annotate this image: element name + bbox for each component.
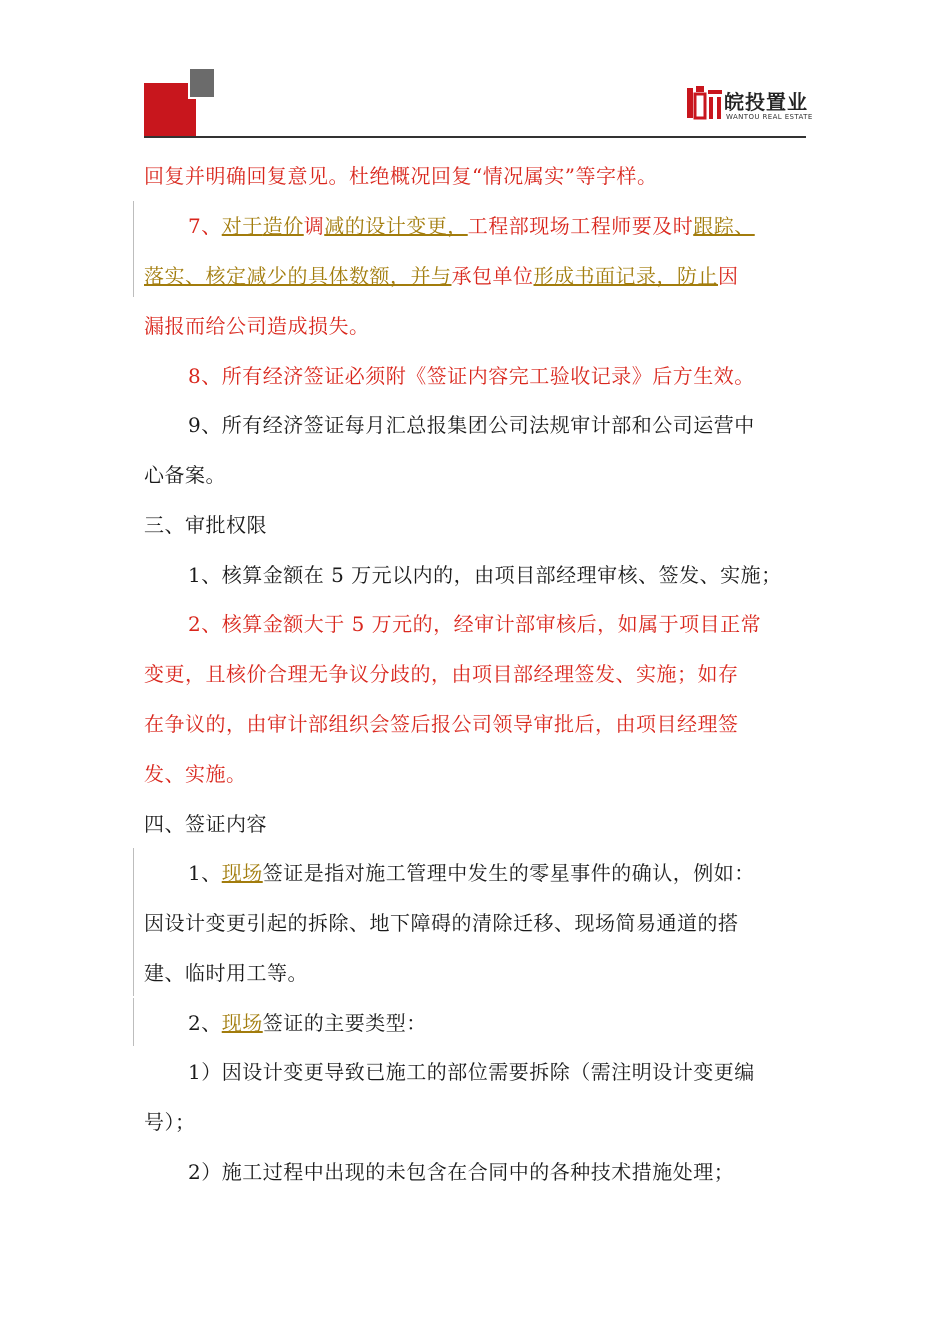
section-heading: 四、签证内容 xyxy=(144,812,267,836)
wantou-logo-icon xyxy=(686,84,724,124)
paragraph-line: 2、现场签证的主要类型： xyxy=(188,1011,427,1035)
change-bar xyxy=(133,848,134,996)
logo-subtitle: WANTOU REAL ESTATE xyxy=(726,113,813,121)
paragraph-line: 号）； xyxy=(144,1110,196,1134)
paragraph-line: 漏报而给公司造成损失。 xyxy=(144,314,370,338)
paragraph-line: 发、实施。 xyxy=(144,762,247,786)
company-logo xyxy=(686,84,822,128)
paragraph-line: 1）因设计变更导致已施工的部位需要拆除（需注明设计变更编 xyxy=(188,1060,755,1084)
paragraph-line: 9、所有经济签证每月汇总报集团公司法规审计部和公司运营中 xyxy=(188,413,755,437)
change-bar xyxy=(133,998,134,1046)
paragraph-line: 1、现场签证是指对施工管理中发生的零星事件的确认，例如： xyxy=(188,861,755,885)
paragraph-line: 2、核算金额大于 5 万元的，经审计部审核后，如属于项目正常 xyxy=(188,612,762,636)
paragraph-line: 变更，且核价合理无争议分歧的，由项目部经理签发、实施；如存 xyxy=(144,662,739,686)
section-heading: 三、审批权限 xyxy=(144,513,267,537)
paragraph-line: 在争议的，由审计部组织会签后报公司领导审批后，由项目经理签 xyxy=(144,712,739,736)
paragraph-line: 建、临时用工等。 xyxy=(144,961,308,985)
paragraph-line: 8、所有经济签证必须附《签证内容完工验收记录》后方生效。 xyxy=(188,364,755,388)
header-grey-square xyxy=(188,67,216,99)
paragraph-line: 因设计变更引起的拆除、地下障碍的清除迁移、现场简易通道的搭 xyxy=(144,911,739,935)
logo-name: 皖投置业 xyxy=(724,90,808,114)
paragraph-line: 2）施工过程中出现的未包含在合同中的各种技术措施处理； xyxy=(188,1160,735,1184)
paragraph-line: 7、对于造价调减的设计变更，工程部现场工程师要及时跟踪、 xyxy=(188,214,755,238)
paragraph-line: 落实、核定减少的具体数额，并与承包单位形成书面记录，防止因 xyxy=(144,264,739,288)
paragraph-line: 心备案。 xyxy=(144,463,226,487)
header-rule xyxy=(144,136,806,138)
paragraph-line: 1、核算金额在 5 万元以内的，由项目部经理审核、签发、实施； xyxy=(188,563,782,587)
paragraph-line: 回复并明确回复意见。杜绝概况回复“情况属实”等字样。 xyxy=(144,164,658,188)
change-bar xyxy=(133,201,134,297)
